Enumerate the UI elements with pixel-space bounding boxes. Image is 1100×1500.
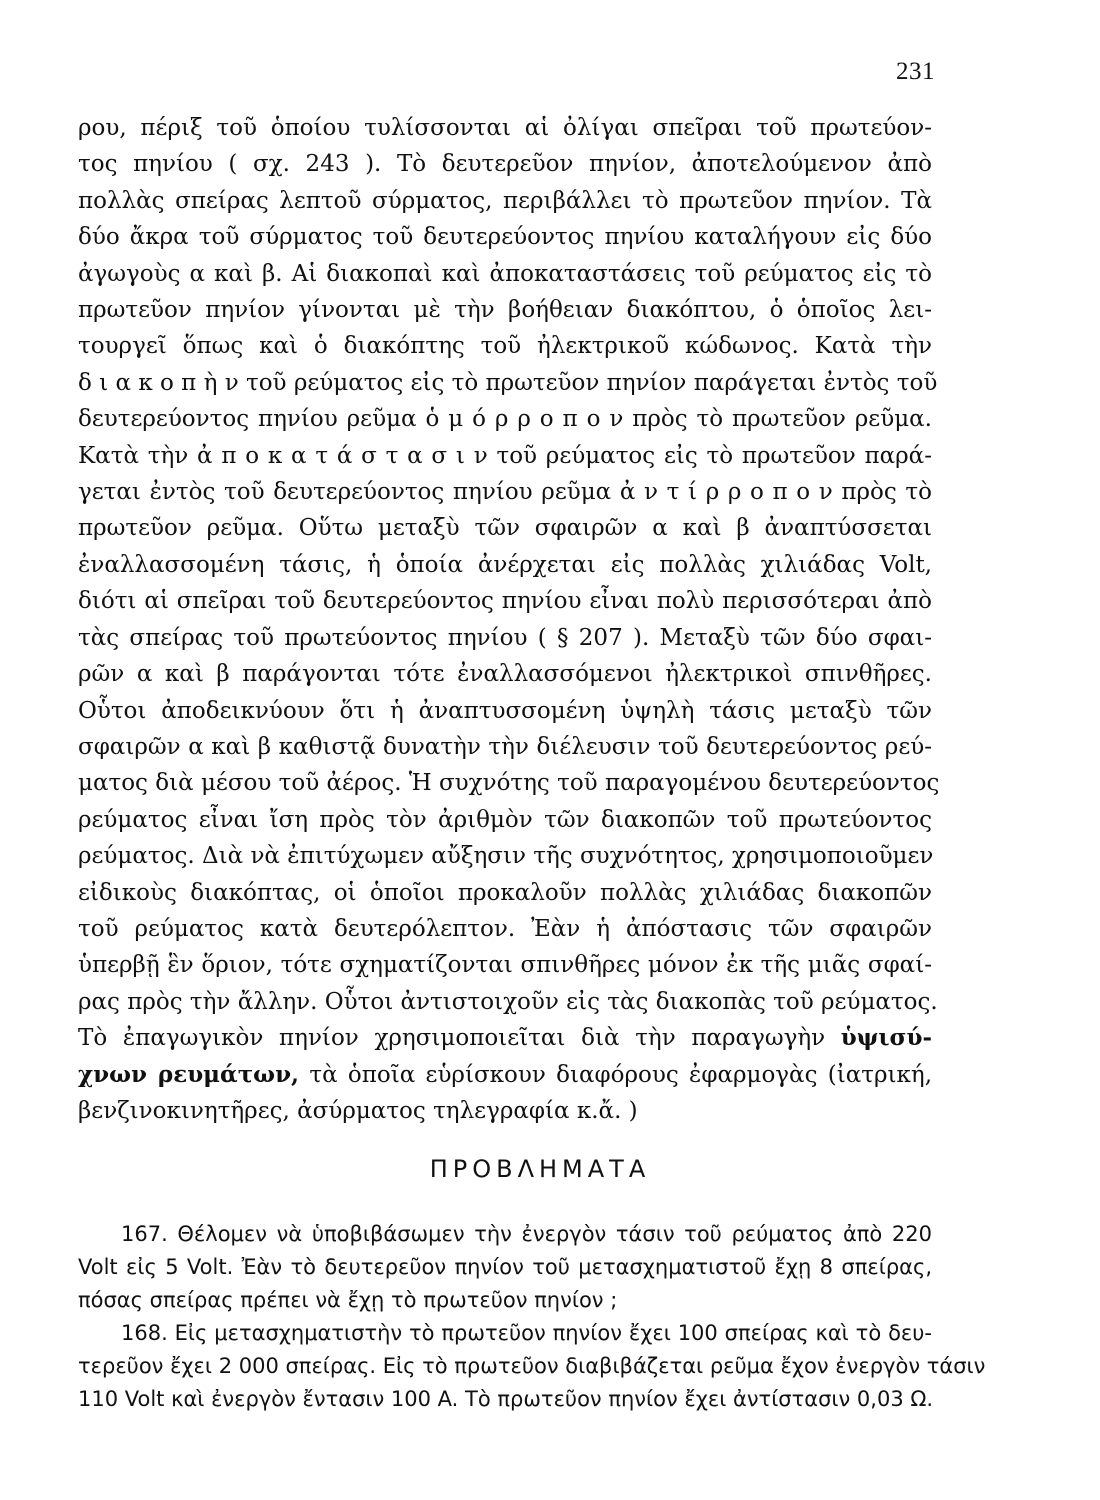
problem-line: τερεῦον ἔχει 2 000 σπείρας. Εἰς τὸ πρωτεῦον διαβιβάζεται ρεῦμα ἔχον ἐνεργὸν τάσιν bbox=[78, 1354, 986, 1378]
body-line: βενζινοκινητῆρες, ἀσύρματος τηλεγραφία κ.ἄ. ) bbox=[78, 1097, 638, 1124]
body-line-text: Τὸ ἐπαγωγικὸν πηνίον χρησιμοποιεῖται διὰ τὴν παραγωγὴν bbox=[78, 1025, 826, 1052]
body-line: ρεύματος εἶναι ἴση πρὸς τὸν ἀριθμὸν τῶν διακοπῶν τοῦ πρωτεύοντος bbox=[78, 806, 932, 833]
problem-line: πόσας σπείρας πρέπει νὰ ἔχῃ τὸ πρωτεῦον πηνίον ; bbox=[78, 1288, 618, 1312]
body-line-with-bold bbox=[78, 1020, 932, 1056]
body-line: τουργεῖ ὅπως καὶ ὁ διακόπτης τοῦ ἠλεκτρικοῦ κώδωνος. Κατὰ τὴν bbox=[78, 333, 932, 360]
body-line: τὰς σπείρας τοῦ πρωτεύοντος πηνίου ( § 207 ). Μεταξὺ τῶν δύο σφαι- bbox=[78, 624, 932, 651]
body-line: ἀγωγοὺς α καὶ β. Αἱ διακοπαὶ καὶ ἀποκαταστάσεις τοῦ ρεύματος εἰς τὸ bbox=[78, 260, 932, 287]
body-line: εἰδικοὺς διακόπτας, οἱ ὁποῖοι προκαλοῦν πολλὰς χιλιάδας διακοπῶν bbox=[78, 879, 932, 906]
problem-167 bbox=[78, 1218, 932, 1317]
page-number: 231 bbox=[896, 58, 935, 85]
problem-168 bbox=[78, 1317, 986, 1416]
body-line: ἐναλλασσομένη τάσις, ἡ ὁποία ἀνέρχεται εἰς πολλὰς χιλιάδας Volt, bbox=[78, 551, 932, 578]
problem-line: 167. Θέλομεν νὰ ὑποβιβάσωμεν τὴν ἐνεργὸν τάσιν τοῦ ρεύματος ἀπὸ 220 bbox=[121, 1222, 932, 1246]
body-line: Κατὰ τὴν ἀ π ο κ α τ ά σ τ α σ ι ν τοῦ ρεύματος εἰς τὸ πρωτεῦον παρά- bbox=[78, 442, 932, 469]
problem-line: 168. Εἰς μετασχηματιστὴν τὸ πρωτεῦον πηνίον ἔχει 100 σπείρας καὶ τὸ δευ- bbox=[121, 1321, 932, 1345]
problem-line: Volt εἰς 5 Volt. Ἐὰν τὸ δευτερεῦον πηνίον τοῦ μετασχηματιστοῦ ἔχῃ 8 σπείρας, bbox=[78, 1255, 932, 1279]
body-line: ματος διὰ μέσου τοῦ ἀέρος. Ἡ συχνότης τοῦ παραγομένου δευτερεύοντος bbox=[78, 770, 940, 797]
body-line: δύο ἄκρα τοῦ σύρματος τοῦ δευτερεύοντος πηνίου καταλήγουν εἰς δύο bbox=[78, 224, 932, 251]
section-title: ΠΡΟΒΛΗΜΑΤΑ bbox=[429, 1155, 651, 1183]
problems-list bbox=[78, 1218, 986, 1416]
bold-term: ὑψισύ- bbox=[840, 1024, 932, 1052]
body-line: διότι αἱ σπεῖραι τοῦ δευτερεύοντος πηνίου εἶναι πολὺ περισσότεραι ἀπὸ bbox=[78, 588, 932, 615]
bold-term: χνων ρευμάτων, bbox=[78, 1060, 300, 1088]
body-line: ὑπερβῇ ἓν ὅριον, τότε σχηματίζονται σπινθῆρες μόνον ἐκ τῆς μιᾶς σφαί- bbox=[78, 952, 932, 979]
body-line: πρωτεῦον ρεῦμα. Οὕτω μεταξὺ τῶν σφαιρῶν α καὶ β ἀναπτύσσεται bbox=[78, 515, 932, 542]
body-line: ρας πρὸς τὴν ἄλλην. Οὗτοι ἀντιστοιχοῦν εἰς τὰς διακοπὰς τοῦ ρεύματος. bbox=[78, 988, 938, 1015]
body-line: δευτερεύοντος πηνίου ρεῦμα ὁ μ ό ρ ρ ο π ο ν πρὸς τὸ πρωτεῦον ρεῦμα. bbox=[78, 406, 932, 433]
body-line-with-bold bbox=[78, 1057, 932, 1093]
body-line: ρῶν α καὶ β παράγονται τότε ἐναλλασσόμενοι ἠλεκτρικοὶ σπινθῆρες. bbox=[78, 661, 932, 688]
body-line: τος πηνίου ( σχ. 243 ). Τὸ δευτερεῦον πηνίον, ἀποτελούμενον ἀπὸ bbox=[78, 151, 932, 178]
body-line: πρωτεῦον πηνίον γίνονται μὲ τὴν βοήθειαν διακόπτου, ὁ ὁποῖος λει- bbox=[78, 297, 932, 324]
body-line-text: τὰ ὁποῖα εὑρίσκουν διαφόρους ἐφαρμογὰς (ἰατρική, bbox=[309, 1061, 933, 1088]
body-line: σφαιρῶν α καὶ β καθιστᾷ δυνατὴν τὴν διέλευσιν τοῦ δευτερεύοντος ρεύ- bbox=[78, 733, 932, 760]
body-line: δ ι α κ ο π ὴ ν τοῦ ρεύματος εἰς τὸ πρωτεῦον πηνίον παράγεται ἐντὸς τοῦ bbox=[78, 369, 938, 396]
body-line: ρου, πέριξ τοῦ ὁποίου τυλίσσονται αἱ ὀλίγαι σπεῖραι τοῦ πρωτεύον- bbox=[78, 115, 932, 141]
body-text bbox=[78, 110, 940, 1129]
body-line: γεται ἐντὸς τοῦ δευτερεύοντος πηνίου ρεῦμα ἀ ν τ ί ρ ρ ο π ο ν πρὸς τὸ bbox=[78, 479, 932, 506]
body-line: τοῦ ρεύματος κατὰ δευτερόλεπτον. Ἐὰν ἡ ἀπόστασις τῶν σφαιρῶν bbox=[78, 915, 932, 942]
body-line: πολλὰς σπείρας λεπτοῦ σύρματος, περιβάλλει τὸ πρωτεῦον πηνίον. Τὰ bbox=[78, 187, 932, 214]
body-line: ρεύματος. Διὰ νὰ ἐπιτύχωμεν αὔξησιν τῆς συχνότητος, χρησιμοποιοῦμεν bbox=[78, 843, 934, 870]
problem-line: 110 Volt καὶ ἐνεργὸν ἔντασιν 100 A. Τὸ πρωτεῦον πηνίον ἔχει ἀντίστασιν 0,03 Ω. bbox=[78, 1387, 934, 1411]
body-line: Οὗτοι ἀποδεικνύουν ὅτι ἡ ἀναπτυσσομένη ὑψηλὴ τάσις μεταξὺ τῶν bbox=[78, 697, 932, 724]
